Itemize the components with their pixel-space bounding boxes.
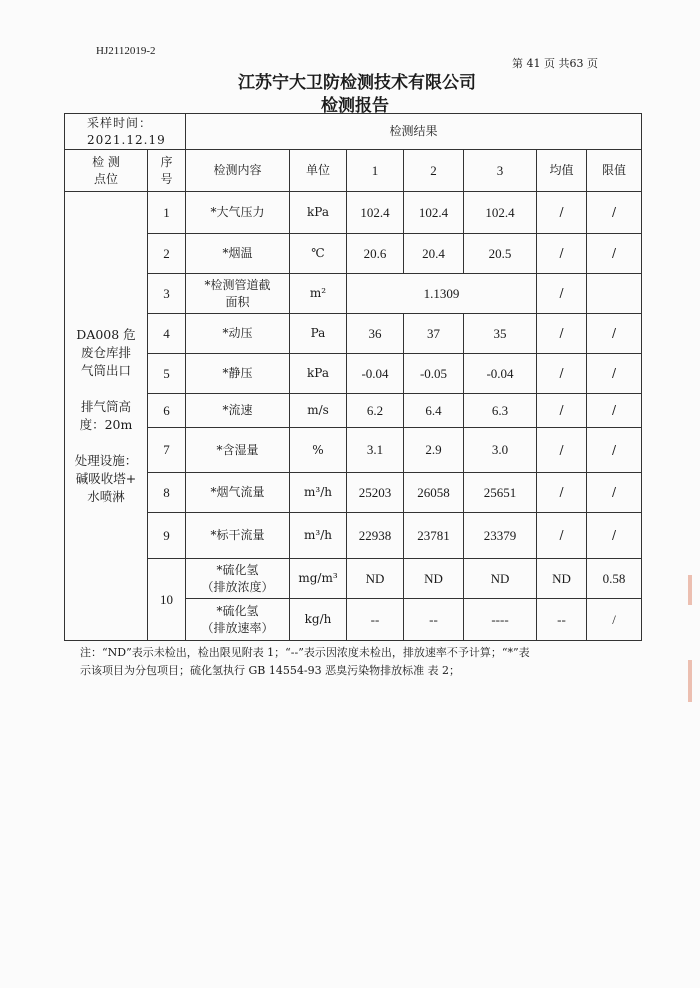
seq-cell: 8 [148,473,186,513]
table-row [65,274,642,314]
result-1-cell: -0.04 [347,354,404,394]
table-row [65,192,642,234]
result-3-header: 3 [464,150,537,192]
seq-cell: 7 [148,428,186,473]
result-1-cell: 22938 [347,513,404,559]
limit-cell: / [587,428,642,473]
results-table [64,113,642,641]
result-2-cell: -0.05 [404,354,464,394]
unit-cell: mg/m³ [290,559,347,599]
limit-cell: / [587,473,642,513]
location-header [65,150,148,192]
result-1-header: 1 [347,150,404,192]
seq-cell: 2 [148,234,186,274]
merged-result-cell: 1.1309 [347,274,537,314]
result-1-cell: 102.4 [347,192,404,234]
facility-line: 碱吸收塔+ [75,471,137,487]
unit-cell: m/s [290,394,347,428]
average-cell: / [537,192,587,234]
average-cell: / [537,314,587,354]
item-cell [186,559,290,599]
document-id: HJ2112019-2 [96,45,156,57]
result-3-cell: ---- [464,599,537,641]
report-title: 检测报告 [321,96,389,116]
sample-date: 2021.12.19 [87,132,166,147]
footnote-line: 示该项目为分包项目；硫化氢执行 GB 14554-93 恶臭污染物排放标准 表 2； [80,664,461,678]
result-1-cell: 20.6 [347,234,404,274]
table-row [65,354,642,394]
footnote-line: 注：“ND”表示未检出，检出限见附表 1；“--”表示因浓度未检出，排放速率不予计算；“*”表 [80,646,530,659]
result-2-cell: 23781 [404,513,464,559]
seq-cell: 9 [148,513,186,559]
result-2-cell: 26058 [404,473,464,513]
seq-cell: 6 [148,394,186,428]
stack-height-line: 排气筒高 [80,398,131,414]
average-cell: / [537,274,587,314]
result-1-cell: 36 [347,314,404,354]
item-cell: *流速 [186,394,290,428]
sample-time-cell [65,114,186,150]
result-3-cell: 102.4 [464,192,537,234]
seq-cell: 1 [148,192,186,234]
result-3-cell: ND [464,559,537,599]
average-header: 均值 [537,150,587,192]
table-row [65,234,642,274]
unit-cell: kPa [290,192,347,234]
item-cell: *烟气流量 [186,473,290,513]
result-3-cell: 25651 [464,473,537,513]
result-2-header: 2 [404,150,464,192]
scan-mark [688,660,692,702]
table-row [65,513,642,559]
item-line: （排放速率） [201,620,274,635]
average-cell: / [537,428,587,473]
result-1-cell: -- [347,599,404,641]
result-1-cell: 3.1 [347,428,404,473]
result-2-cell: 37 [404,314,464,354]
result-3-cell: 23379 [464,513,537,559]
result-2-cell: 2.9 [404,428,464,473]
table-row [65,559,642,599]
average-cell: ND [537,559,587,599]
unit-header: 单位 [290,150,347,192]
limit-cell: / [587,599,642,641]
location-cell [65,192,148,641]
result-2-cell: 6.4 [404,394,464,428]
average-cell: / [537,513,587,559]
item-line: *检测管道截 [204,278,271,293]
page-number: 第 41 页 共63 页 [512,57,598,70]
scan-mark [688,575,692,605]
item-cell [186,274,290,314]
limit-header: 限值 [587,150,642,192]
facility-line: 处理设施： [74,453,138,469]
seq-cell: 3 [148,274,186,314]
table-row [65,428,642,473]
item-header: 检测内容 [186,150,290,192]
stack-height-line: 度：20m [79,417,133,432]
unit-cell: m² [290,274,347,314]
item-line: *硫化氢 [216,563,259,578]
item-cell: *含湿量 [186,428,290,473]
limit-cell: 0.58 [587,559,642,599]
seq-cell: 10 [148,559,186,641]
result-3-cell: -0.04 [464,354,537,394]
seq-cell: 4 [148,314,186,354]
location-name [65,326,147,380]
result-3-cell: 35 [464,314,537,354]
unit-cell: kPa [290,354,347,394]
limit-cell: / [587,394,642,428]
location-header-line: 点位 [93,171,118,186]
unit-cell: m³/h [290,473,347,513]
limit-cell: / [587,192,642,234]
item-cell: *动压 [186,314,290,354]
table-row [65,314,642,354]
item-cell: *标干流量 [186,513,290,559]
result-3-cell: 20.5 [464,234,537,274]
seq-cell: 5 [148,354,186,394]
results-header: 检测结果 [186,114,642,150]
location-name-line: 气筒出口 [80,362,131,378]
seq-header-line: 序 [160,155,173,170]
location-name-line: DA008 危 [76,326,136,342]
stack-height [65,398,147,434]
facility-line: 水喷淋 [87,489,125,505]
unit-cell: kg/h [290,599,347,641]
sample-time-label: 采样时间： [87,116,153,131]
result-1-cell: ND [347,559,404,599]
result-1-cell: 25203 [347,473,404,513]
result-3-cell: 6.3 [464,394,537,428]
result-1-cell: 6.2 [347,394,404,428]
unit-cell: m³/h [290,513,347,559]
average-cell: / [537,234,587,274]
result-2-cell: ND [404,559,464,599]
limit-cell [587,274,642,314]
item-line: 面积 [225,294,250,309]
item-cell [186,599,290,641]
limit-cell: / [587,513,642,559]
item-line: （排放浓度） [201,579,274,594]
average-cell: -- [537,599,587,641]
limit-cell: / [587,314,642,354]
seq-header-line: 号 [160,171,173,186]
table-row [65,473,642,513]
seq-header [148,150,186,192]
average-cell: / [537,473,587,513]
unit-cell: ℃ [290,234,347,274]
result-3-cell: 3.0 [464,428,537,473]
limit-cell: / [587,234,642,274]
table-row [65,394,642,428]
average-cell: / [537,354,587,394]
location-name-line: 废仓库排 [80,344,131,360]
footnote [80,644,640,680]
average-cell: / [537,394,587,428]
result-2-cell: 102.4 [404,192,464,234]
unit-cell: Pa [290,314,347,354]
treatment-facility [65,452,147,506]
item-cell: *烟温 [186,234,290,274]
location-header-line: 检 测 [92,155,120,170]
limit-cell: / [587,354,642,394]
item-cell: *大气压力 [186,192,290,234]
result-2-cell: -- [404,599,464,641]
item-line: *硫化氢 [216,604,259,619]
unit-cell: % [290,428,347,473]
result-2-cell: 20.4 [404,234,464,274]
item-cell: *静压 [186,354,290,394]
company-name: 江苏宁大卫防检测技术有限公司 [238,73,476,93]
